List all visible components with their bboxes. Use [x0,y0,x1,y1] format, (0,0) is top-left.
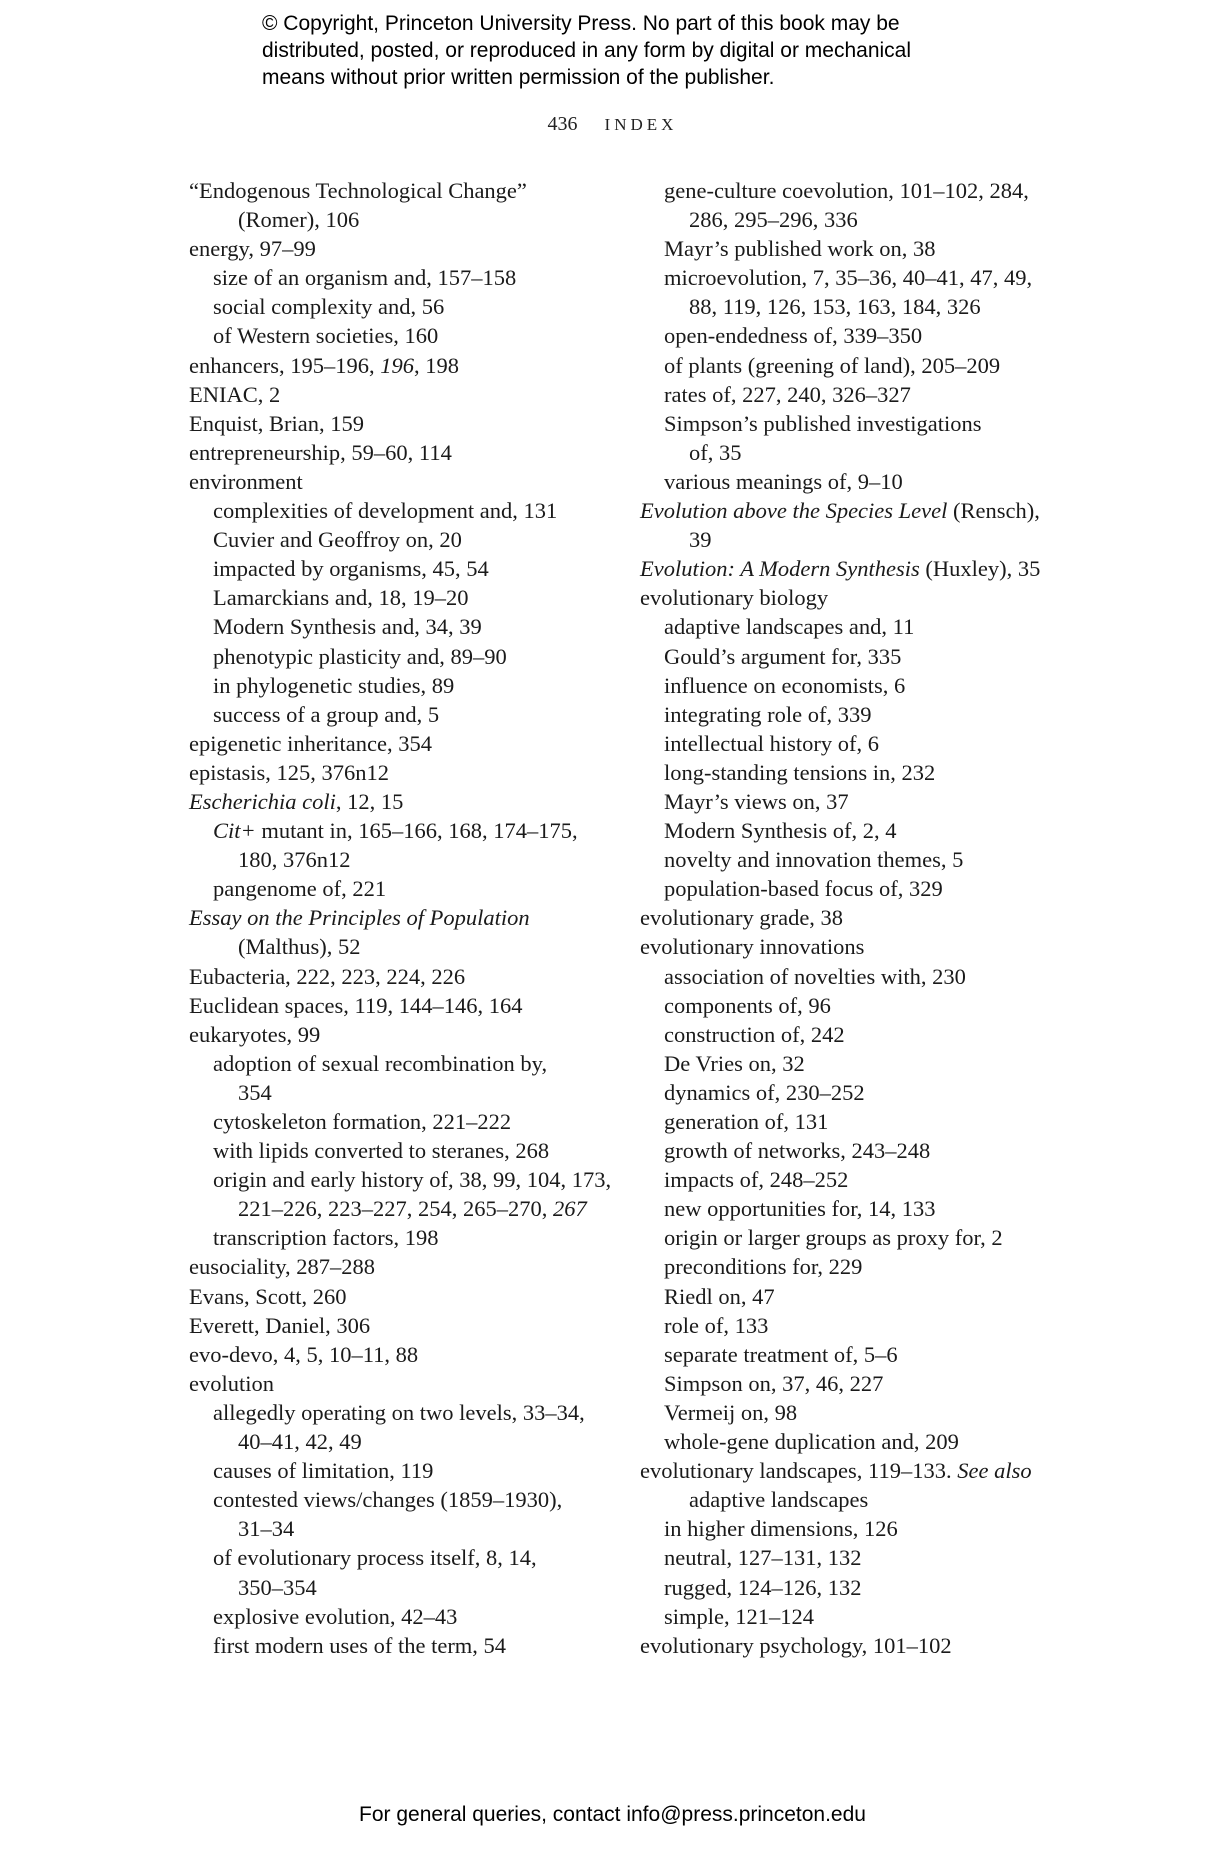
index-entry: evolution [189,1370,274,1396]
index-subentry: impacts of, 248–252 [664,1167,849,1193]
index-subentry: dynamics of, 230–252 [664,1079,865,1105]
index-entry-continuation: 180, 376n12 [238,847,351,873]
index-subentry: with lipids converted to steranes, 268 [213,1138,550,1164]
index-subentry: open-endedness of, 339–350 [664,323,923,349]
entry-text: mutant in, 165–166, 168, 174–175, [255,818,578,844]
index-subentry: generation of, 131 [664,1109,829,1134]
index-entry-continuation: 350–354 [238,1574,317,1600]
footer-contact: For general queries, contact info@press.princeton.edu [359,1803,866,1826]
index-subentry: role of, 133 [664,1312,769,1338]
entry-text: (Rensch), [947,498,1040,524]
entry-italic-text: Cit+ [213,818,256,844]
entry-text: , 198 [413,352,459,378]
index-subentry: first modern uses of the term, 54 [213,1632,507,1658]
index-subentry: social complexity and, 56 [213,294,445,320]
index-subentry: success of a group and, 5 [213,701,440,727]
index-entry: evolutionary biology [640,585,829,611]
index-entry: entrepreneurship, 59–60, 114 [189,439,452,465]
index-column-right [640,176,1080,1660]
index-entry [189,787,609,816]
index-subentry: De Vries on, 32 [664,1050,805,1076]
index-entry-continuation: 31–34 [238,1516,295,1542]
entry-italic-text: See also [957,1458,1032,1484]
index-subentry: preconditions for, 229 [664,1254,863,1280]
index-entry: Everett, Daniel, 306 [189,1312,371,1338]
entry-italic-text: Escherichia coli [189,788,336,814]
index-entry: eusociality, 287–288 [189,1254,376,1280]
index-subentry: origin or larger groups as proxy for, 2 [664,1225,1003,1251]
index-subentry: origin and early history of, 38, 99, 104, 173, [213,1167,612,1193]
index-entry-continuation: 88, 119, 126, 153, 163, 184, 326 [689,294,981,320]
index-subentry: impacted by organisms, 45, 54 [213,556,489,582]
index-subentry: population-based focus of, 329 [664,876,943,902]
index-subentry: Simpson’s published investigations [664,410,982,436]
entry-italic-text: 196 [380,352,414,378]
entry-italic-text: 267 [553,1196,587,1222]
index-subentry: simple, 121–124 [664,1603,814,1629]
copyright-line: means without prior written permission of the publisher. [262,66,775,89]
index-entry-continuation: 39 [689,527,712,553]
index-entry: evo-devo, 4, 5, 10–11, 88 [189,1341,419,1367]
index-subentry: Simpson on, 37, 46, 227 [664,1370,884,1396]
index-subentry: gene-culture coevolution, 101–102, 284, [664,178,1029,203]
index-entry [640,496,1080,525]
index-subentry: new opportunities for, 14, 133 [664,1196,936,1222]
index-column-left [189,176,612,1660]
index-entry [189,351,609,380]
index-entry: Enquist, Brian, 159 [189,410,364,436]
index-subentry: growth of networks, 243–248 [664,1138,931,1164]
index-entry-continuation: (Romer), 106 [238,207,360,233]
index-subentry: Vermeij on, 98 [664,1399,798,1425]
index-entry: evolutionary grade, 38 [640,905,844,931]
index-subentry: rugged, 124–126, 132 [664,1574,862,1600]
index-subentry: explosive evolution, 42–43 [213,1603,458,1629]
index-entry: Euclidean spaces, 119, 144–146, 164 [189,992,523,1018]
page-number: 436 [547,113,578,135]
index-subentry: pangenome of, 221 [213,876,387,902]
index-entry: epigenetic inheritance, 354 [189,730,433,756]
index-subentry: novelty and innovation themes, 5 [664,847,964,873]
entry-italic-text: Evolution above the Species Level [640,498,948,524]
index-subentry: Modern Synthesis and, 34, 39 [213,614,482,640]
entry-italic-text: Evolution: A Modern Synthesis [640,556,920,582]
index-subentry: Mayr’s views on, 37 [664,788,849,814]
index-entry-continuation: adaptive landscapes [689,1487,869,1513]
index-subentry: in phylogenetic studies, 89 [213,672,455,698]
index-subentry: rates of, 227, 240, 326–327 [664,381,911,407]
index-subentry: of Western societies, 160 [213,323,439,349]
index-entry: evolutionary psychology, 101–102 [640,1632,952,1658]
copyright-line: © Copyright, Princeton University Press. No part of this book may be [262,12,900,35]
index-subentry: causes of limitation, 119 [213,1458,434,1484]
index-entry-continuation: 286, 295–296, 336 [689,207,858,233]
index-subentry: transcription factors, 198 [213,1225,439,1251]
entry-text: (Huxley), 35 [919,556,1041,582]
index-subentry: influence on economists, 6 [664,672,906,698]
index-subentry: intellectual history of, 6 [664,730,879,756]
index-subentry: in higher dimensions, 126 [664,1516,898,1542]
entry-text: enhancers, 195–196, [189,352,381,378]
index-subentry: separate treatment of, 5–6 [664,1341,898,1367]
index-entry: Evans, Scott, 260 [189,1283,347,1309]
index-entry-continuation [189,1194,609,1223]
index-subentry: complexities of development and, 131 [213,498,558,524]
index-subentry: size of an organism and, 157–158 [213,265,517,291]
index-entry-continuation: 40–41, 42, 49 [238,1429,362,1455]
running-head [0,113,1225,136]
index-subentry: contested views/changes (1859–1930), [213,1487,563,1513]
index-entry: energy, 97–99 [189,236,316,262]
index-entry-continuation: (Malthus), 52 [238,934,361,960]
index-entry-continuation: 354 [238,1079,272,1105]
index-entry: evolutionary innovations [640,934,865,960]
entry-text: 221–226, 223–227, 254, 265–270, [238,1196,553,1222]
index-subentry: Lamarckians and, 18, 19–20 [213,585,469,611]
index-entry: “Endogenous Technological Change” [189,178,527,203]
index-entry [640,1456,1080,1485]
index-subentry [189,816,609,845]
index-subentry: allegedly operating on two levels, 33–34, [213,1399,585,1425]
index-subentry: long-standing tensions in, 232 [664,759,936,785]
index-subentry: neutral, 127–131, 132 [664,1545,862,1571]
index-subentry: various meanings of, 9–10 [664,468,903,494]
copyright-notice [262,10,982,91]
copyright-line: distributed, posted, or reproduced in any form by digital or mechanical [262,39,912,62]
index-entry-continuation: of, 35 [689,439,742,465]
entry-text: , 12, 15 [335,788,404,814]
index-subentry: adaptive landscapes and, 11 [664,614,915,640]
index-subentry: whole-gene duplication and, 209 [664,1429,959,1455]
index-entry [640,554,1080,583]
section-title: INDEX [604,115,678,134]
index-entry: Eubacteria, 222, 223, 224, 226 [189,963,466,989]
index-subentry: components of, 96 [664,992,831,1018]
index-subentry: adoption of sexual recombination by, [213,1050,548,1076]
index-subentry: cytoskeleton formation, 221–222 [213,1109,512,1134]
index-subentry: of evolutionary process itself, 8, 14, [213,1545,537,1571]
index-subentry: Modern Synthesis of, 2, 4 [664,818,897,844]
index-subentry: integrating role of, 339 [664,701,872,727]
index-entry: ENIAC, 2 [189,381,281,407]
entry-italic-text: Essay on the Principles of Population [189,905,530,931]
index-subentry: Gould’s argument for, 335 [664,643,902,669]
index-subentry: phenotypic plasticity and, 89–90 [213,643,507,669]
index-entry: epistasis, 125, 376n12 [189,759,389,785]
index-entry: eukaryotes, 99 [189,1021,321,1047]
index-subentry: microevolution, 7, 35–36, 40–41, 47, 49, [664,265,1033,291]
index-subentry: construction of, 242 [664,1021,845,1047]
entry-text: evolutionary landscapes, 119–133. [640,1458,958,1484]
index-entry [189,903,609,932]
index-entry: environment [189,468,303,494]
index-subentry: Cuvier and Geoffroy on, 20 [213,527,462,553]
index-subentry: Riedl on, 47 [664,1283,775,1309]
index-subentry: of plants (greening of land), 205–209 [664,352,1001,378]
index-subentry: Mayr’s published work on, 38 [664,236,936,262]
index-subentry: association of novelties with, 230 [664,963,966,989]
